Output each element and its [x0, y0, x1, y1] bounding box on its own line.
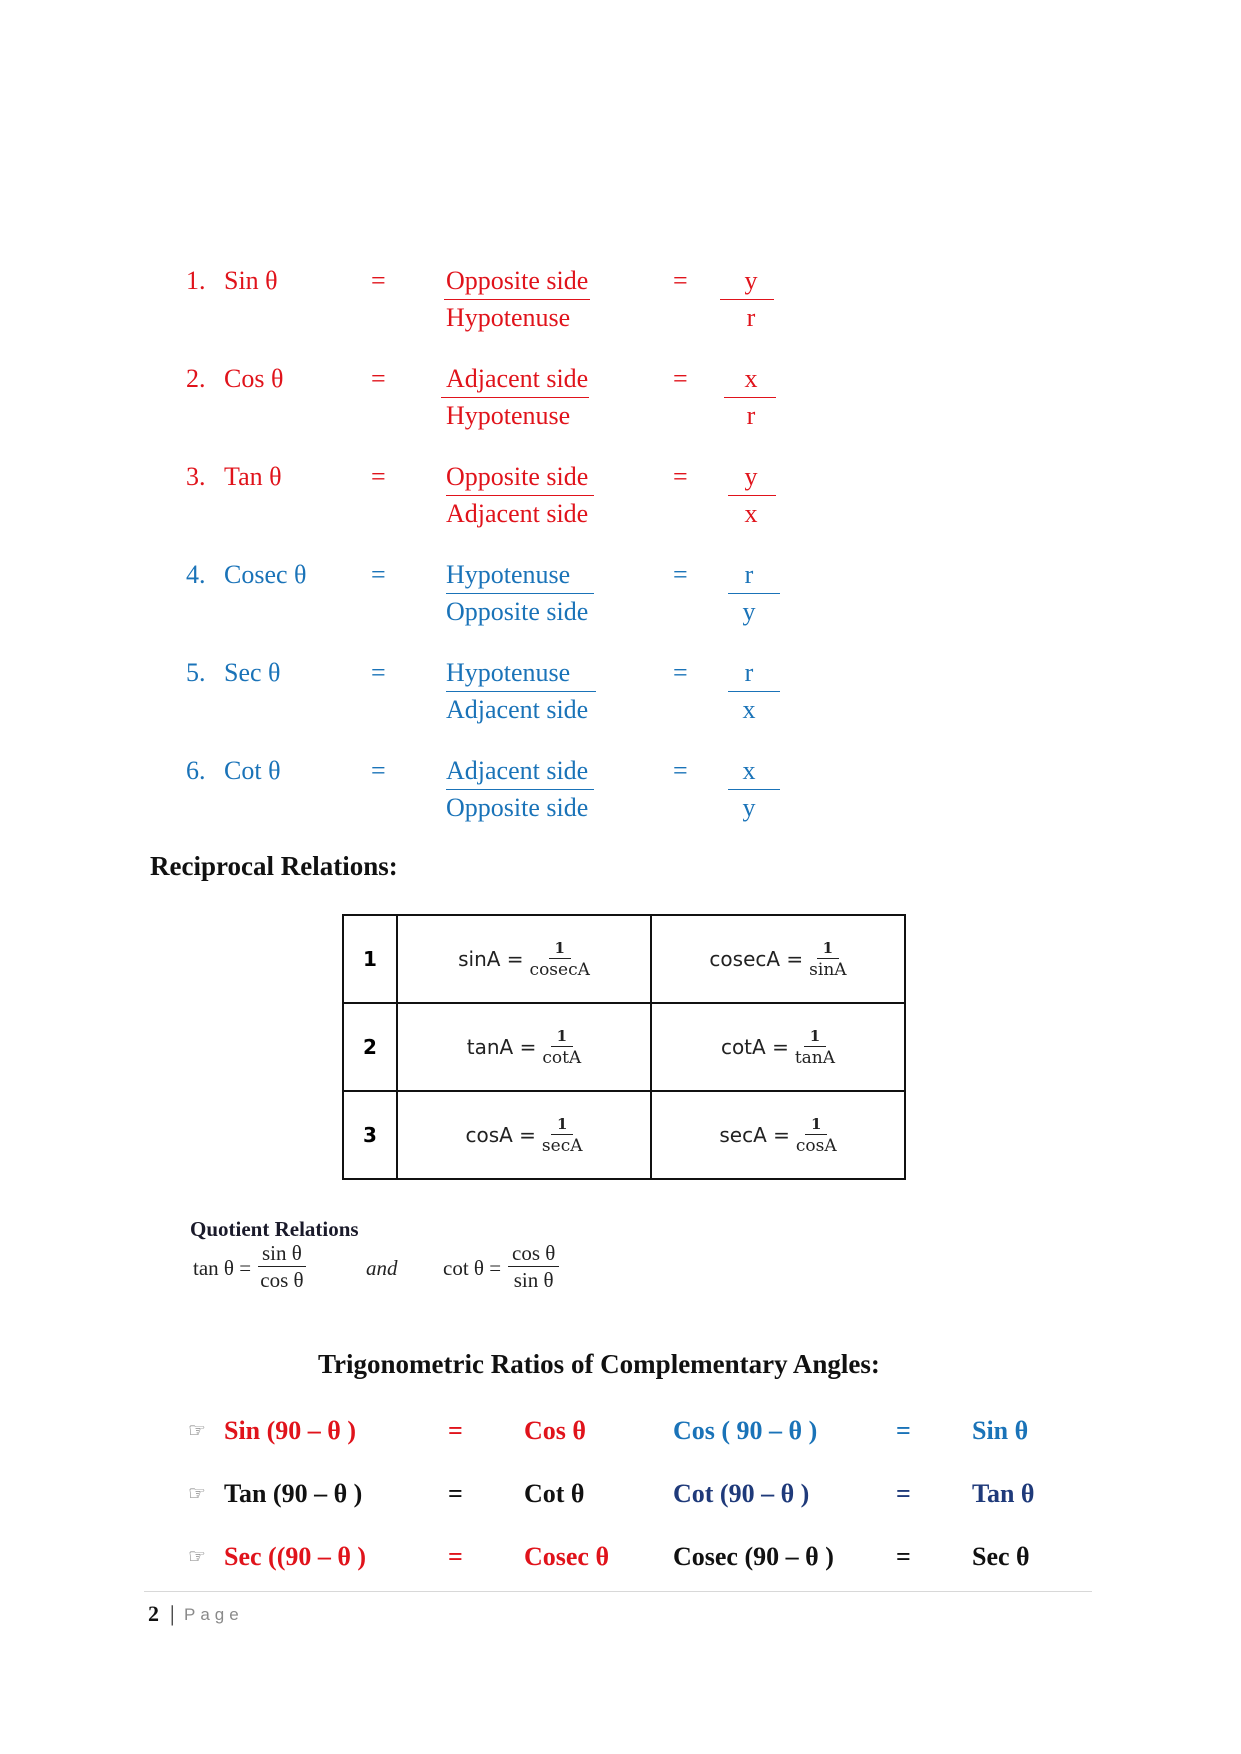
- symbol-numerator: y: [744, 462, 758, 491]
- equals-sign: =: [371, 266, 386, 295]
- pointing-hand-icon: ☞: [188, 1420, 206, 1442]
- ratio-number: 3.: [186, 462, 206, 491]
- ratio-function: Sec θ: [224, 658, 281, 687]
- ratio-function: Cot θ: [224, 756, 281, 785]
- reciprocal-formula: [651, 1003, 905, 1091]
- cot-quotient-numerator: cos θ: [508, 1240, 559, 1267]
- formula-numerator: 1: [804, 1026, 826, 1047]
- reciprocal-formula: [397, 1003, 651, 1091]
- cot-quotient-lhs: cot θ =: [443, 1256, 502, 1280]
- equals-sign: =: [896, 1542, 911, 1571]
- formula-lhs: cotA =: [720, 1035, 789, 1059]
- pointing-hand-icon: ☞: [188, 1546, 206, 1568]
- equals-sign: =: [673, 756, 688, 785]
- and-word: and: [366, 1256, 398, 1280]
- fraction-denominator: Opposite side: [446, 793, 589, 822]
- complementary-row: [0, 1416, 1241, 1456]
- fraction-bar: [446, 593, 594, 594]
- row-index: 2: [343, 1003, 397, 1091]
- fraction-numerator: Adjacent side: [446, 364, 589, 393]
- ratio-number: 1.: [186, 266, 206, 295]
- ratio-number: 5.: [186, 658, 206, 687]
- fraction-bar: [728, 789, 780, 790]
- reciprocal-formula: [651, 1091, 905, 1179]
- ratio-number: 2.: [186, 364, 206, 393]
- fraction-denominator: Hypotenuse: [446, 401, 571, 430]
- symbol-numerator: y: [744, 266, 758, 295]
- cot-quotient-denominator: sin θ: [513, 1268, 554, 1292]
- symbol-denominator: y: [742, 597, 756, 626]
- formula-numerator: 1: [551, 1114, 573, 1135]
- reciprocal-table: [342, 914, 906, 1180]
- cot-quotient-fraction: [508, 1240, 559, 1293]
- fraction-bar: [446, 495, 594, 496]
- formula-denominator: sinA: [809, 959, 847, 980]
- table-row: [343, 1091, 905, 1179]
- fraction-denominator: Adjacent side: [446, 695, 589, 724]
- comp-expression: Tan (90 – θ ): [224, 1479, 363, 1508]
- page-number: 2: [148, 1601, 159, 1626]
- ratio-function: Cosec θ: [224, 560, 307, 589]
- complementary-row: [0, 1479, 1241, 1519]
- equals-sign: =: [448, 1479, 463, 1508]
- fraction-denominator: Hypotenuse: [446, 303, 571, 332]
- equals-sign: =: [371, 560, 386, 589]
- comp-result: Cot θ: [524, 1479, 585, 1508]
- fraction-bar: [720, 299, 774, 300]
- fraction-numerator: Hypotenuse: [446, 560, 571, 589]
- footer-divider: [144, 1591, 1092, 1592]
- tan-quotient-denominator: cos θ: [260, 1268, 304, 1292]
- fraction-numerator: Opposite side: [446, 462, 589, 491]
- symbol-numerator: x: [744, 364, 758, 393]
- formula-denominator: cotA: [542, 1047, 582, 1068]
- formula-numerator: 1: [817, 938, 839, 959]
- equals-sign: =: [371, 756, 386, 785]
- symbol-denominator: r: [746, 401, 756, 430]
- formula-lhs: tanA =: [466, 1035, 537, 1059]
- comp-result: Cos θ: [524, 1416, 586, 1445]
- comp-expression: Cot (90 – θ ): [673, 1479, 810, 1508]
- ratio-row-sin: [0, 266, 1241, 366]
- formula-lhs: cosA =: [465, 1123, 536, 1147]
- ratio-number: 4.: [186, 560, 206, 589]
- reciprocal-formula: [651, 915, 905, 1003]
- formula-denominator: secA: [541, 1135, 583, 1156]
- formula-denominator: cosecA: [529, 959, 590, 980]
- reciprocal-heading: Reciprocal Relations:: [150, 851, 398, 881]
- tan-quotient-lhs: tan θ =: [193, 1256, 252, 1280]
- ratio-row-cos: [0, 364, 1241, 464]
- formula-numerator: 1: [805, 1114, 827, 1135]
- symbol-denominator: x: [744, 499, 758, 528]
- ratio-function: Tan θ: [224, 462, 282, 491]
- equals-sign: =: [448, 1542, 463, 1571]
- equals-sign: =: [673, 658, 688, 687]
- equals-sign: =: [673, 462, 688, 491]
- footer-separator: |: [170, 1601, 175, 1626]
- fraction-denominator: Adjacent side: [446, 499, 589, 528]
- quotient-title: Quotient Relations: [190, 1217, 359, 1241]
- equals-sign: =: [448, 1416, 463, 1445]
- fraction-bar: [441, 397, 589, 398]
- fraction-bar: [446, 789, 594, 790]
- formula-lhs: cosecA =: [709, 947, 804, 971]
- equals-sign: =: [371, 364, 386, 393]
- reciprocal-formula: [397, 1091, 651, 1179]
- fraction-denominator: Opposite side: [446, 597, 589, 626]
- fraction-bar: [724, 397, 776, 398]
- equals-sign: =: [371, 658, 386, 687]
- formula-denominator: cosA: [795, 1135, 837, 1156]
- comp-result: Sin θ: [972, 1416, 1029, 1445]
- ratio-row-cosec: [0, 560, 1241, 660]
- formula-lhs: secA =: [719, 1123, 790, 1147]
- tan-quotient-numerator: sin θ: [258, 1240, 306, 1267]
- table-row: [343, 1003, 905, 1091]
- row-index: 1: [343, 915, 397, 1003]
- symbol-numerator: r: [744, 560, 754, 589]
- fraction-bar: [444, 299, 590, 300]
- formula-numerator: 1: [549, 938, 571, 959]
- comp-expression: Cosec (90 – θ ): [673, 1542, 834, 1571]
- equals-sign: =: [896, 1416, 911, 1445]
- comp-result: Sec θ: [972, 1542, 1030, 1571]
- formula-numerator: 1: [551, 1026, 573, 1047]
- comp-result: Tan θ: [972, 1479, 1035, 1508]
- symbol-numerator: r: [744, 658, 754, 687]
- tan-quotient-fraction: [258, 1240, 306, 1293]
- symbol-denominator: r: [746, 303, 756, 332]
- fraction-numerator: Opposite side: [446, 266, 589, 295]
- ratio-row-tan: [0, 462, 1241, 562]
- equals-sign: =: [673, 560, 688, 589]
- fraction-bar: [728, 593, 780, 594]
- comp-expression: Sec ((90 – θ ): [224, 1542, 367, 1571]
- symbol-numerator: x: [742, 756, 756, 785]
- fraction-bar: [446, 691, 596, 692]
- ratio-row-cot: [0, 756, 1241, 856]
- ratio-row-sec: [0, 658, 1241, 758]
- table-row: [343, 915, 905, 1003]
- comp-result: Cosec θ: [524, 1542, 610, 1571]
- ratio-number: 6.: [186, 756, 206, 785]
- comp-expression: Cos ( 90 – θ ): [673, 1416, 818, 1445]
- page-label: Page: [184, 1605, 244, 1624]
- equals-sign: =: [371, 462, 386, 491]
- equals-sign: =: [673, 364, 688, 393]
- formula-lhs: sinA =: [458, 947, 524, 971]
- fraction-numerator: Hypotenuse: [446, 658, 571, 687]
- ratio-function: Cos θ: [224, 364, 284, 393]
- ratio-function: Sin θ: [224, 266, 278, 295]
- pointing-hand-icon: ☞: [188, 1483, 206, 1505]
- fraction-bar: [728, 495, 776, 496]
- equals-sign: =: [673, 266, 688, 295]
- complementary-row: [0, 1542, 1241, 1582]
- fraction-numerator: Adjacent side: [446, 756, 589, 785]
- equals-sign: =: [896, 1479, 911, 1508]
- formula-denominator: tanA: [794, 1047, 836, 1068]
- fraction-bar: [728, 691, 780, 692]
- symbol-denominator: x: [742, 695, 756, 724]
- reciprocal-formula: [397, 915, 651, 1003]
- complementary-heading: Trigonometric Ratios of Complementary Angles:: [318, 1349, 880, 1379]
- row-index: 3: [343, 1091, 397, 1179]
- comp-expression: Sin (90 – θ ): [224, 1416, 357, 1445]
- symbol-denominator: y: [742, 793, 756, 822]
